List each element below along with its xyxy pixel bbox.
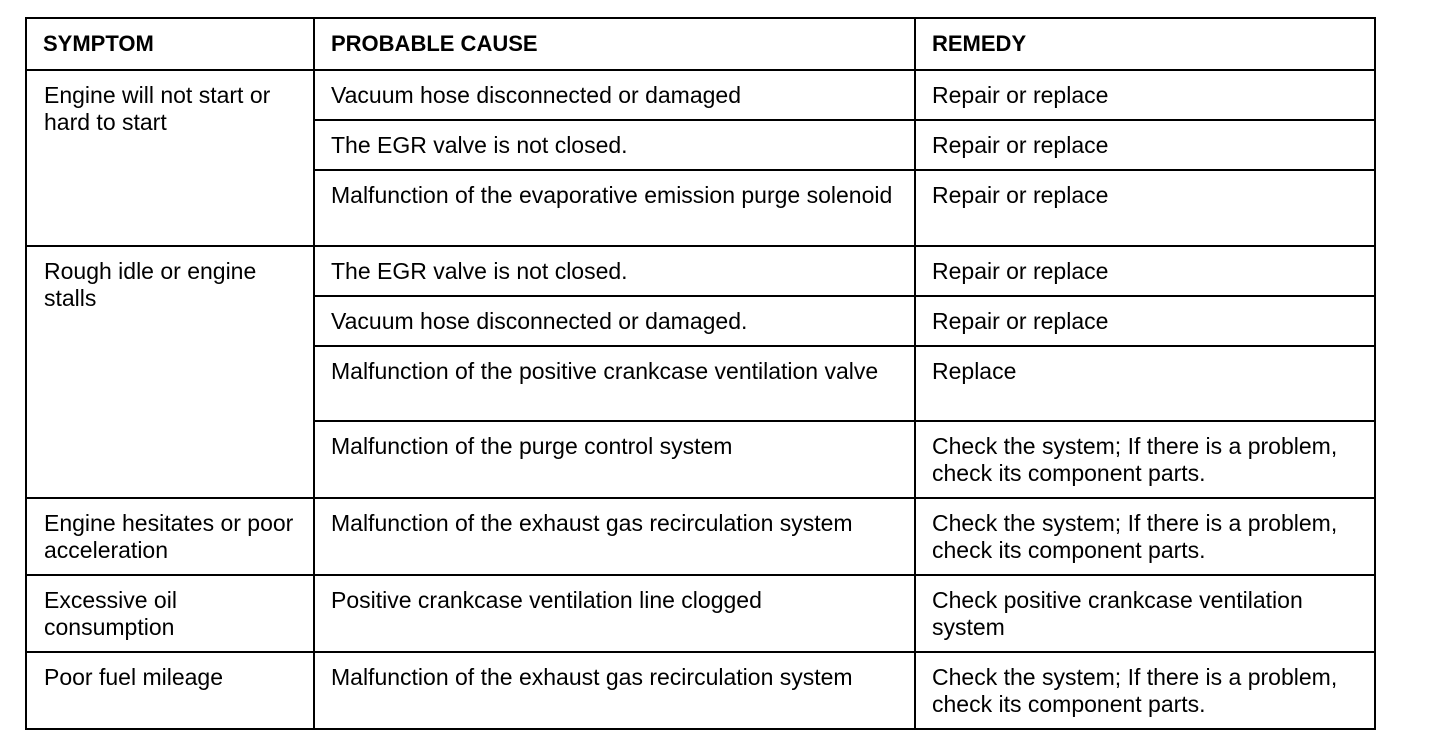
cause-cell: Malfunction of the purge control system <box>314 421 915 498</box>
troubleshooting-table-wrapper <box>25 17 1374 730</box>
troubleshooting-table <box>25 17 1376 730</box>
table-row <box>26 246 1375 296</box>
table-row <box>26 575 1375 652</box>
symptom-cell: Rough idle or engine stalls <box>26 246 314 498</box>
table-row <box>26 652 1375 729</box>
cause-cell: Vacuum hose disconnected or damaged <box>314 70 915 120</box>
remedy-cell: Repair or replace <box>915 246 1375 296</box>
header-probable-cause: PROBABLE CAUSE <box>314 18 915 70</box>
cause-cell: The EGR valve is not closed. <box>314 120 915 170</box>
cause-cell: The EGR valve is not closed. <box>314 246 915 296</box>
remedy-cell: Replace <box>915 346 1375 421</box>
cause-cell: Malfunction of the exhaust gas recirculation system <box>314 498 915 575</box>
symptom-cell: Excessive oil consumption <box>26 575 314 652</box>
cause-cell: Malfunction of the positive crankcase ventilation valve <box>314 346 915 421</box>
remedy-cell: Repair or replace <box>915 170 1375 246</box>
cause-cell: Malfunction of the exhaust gas recirculation system <box>314 652 915 729</box>
cause-cell: Positive crankcase ventilation line clogged <box>314 575 915 652</box>
remedy-cell: Check the system; If there is a problem, check its component parts. <box>915 421 1375 498</box>
remedy-cell: Check positive crankcase ventilation system <box>915 575 1375 652</box>
symptom-cell: Engine will not start or hard to start <box>26 70 314 246</box>
cause-cell: Vacuum hose disconnected or damaged. <box>314 296 915 346</box>
table-row <box>26 70 1375 120</box>
remedy-cell: Repair or replace <box>915 296 1375 346</box>
header-row <box>26 18 1375 70</box>
symptom-cell: Poor fuel mileage <box>26 652 314 729</box>
header-remedy: REMEDY <box>915 18 1375 70</box>
table-row <box>26 498 1375 575</box>
remedy-cell: Repair or replace <box>915 70 1375 120</box>
remedy-cell: Check the system; If there is a problem, check its component parts. <box>915 652 1375 729</box>
remedy-cell: Check the system; If there is a problem, check its component parts. <box>915 498 1375 575</box>
header-symptom: SYMPTOM <box>26 18 314 70</box>
cause-cell: Malfunction of the evaporative emission purge solenoid <box>314 170 915 246</box>
symptom-cell: Engine hesitates or poor acceleration <box>26 498 314 575</box>
remedy-cell: Repair or replace <box>915 120 1375 170</box>
